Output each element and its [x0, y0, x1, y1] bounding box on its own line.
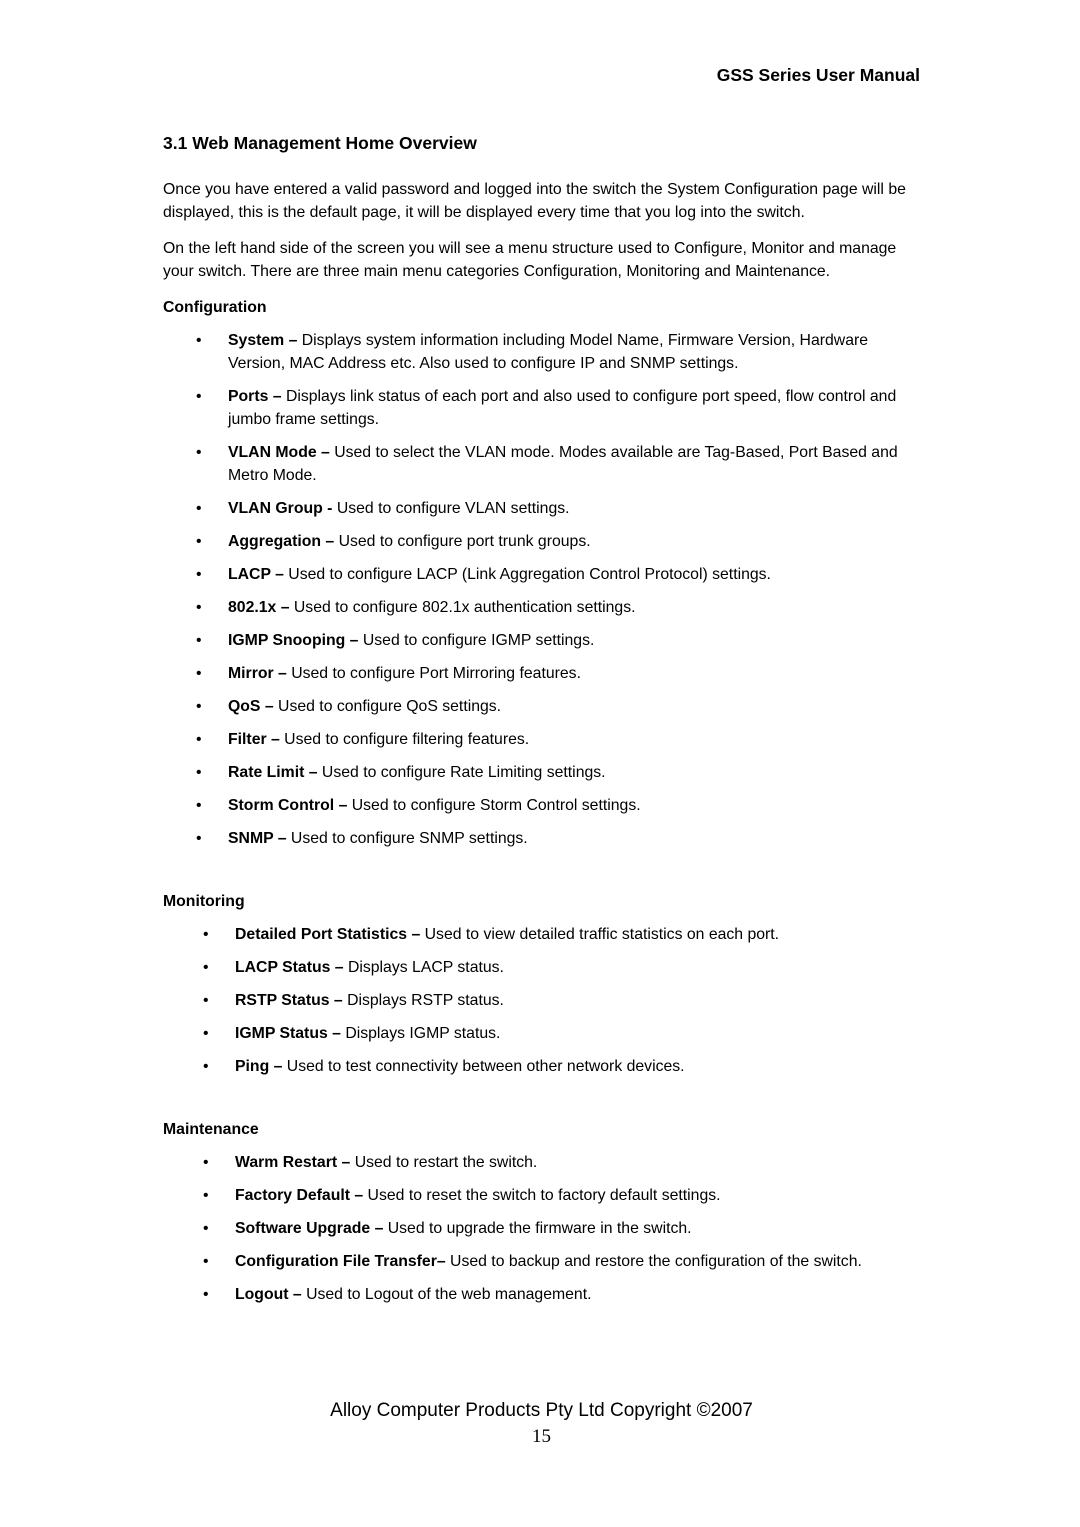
item-description: Used to view detailed traffic statistics on each port. — [420, 926, 780, 943]
item-description: Used to upgrade the firmware in the switch. — [383, 1220, 692, 1237]
item-term: Detailed Port Statistics – — [235, 926, 421, 943]
page-header — [163, 62, 920, 88]
item-description: Used to configure Rate Limiting settings. — [317, 764, 606, 781]
menu-structure-paragraph: On the left hand side of the screen you will see a menu structure used to Configure, Monitor and manage your switch. There are three main menu categories Configuration, Monitoring and Maintenance. — [163, 240, 897, 280]
list-item — [163, 530, 920, 553]
item-term: Configuration File Transfer– — [235, 1253, 446, 1270]
list-item — [163, 441, 920, 487]
page-content — [163, 62, 920, 1316]
copyright-text: Alloy Computer Products Pty Ltd Copyright ©2007 — [330, 1400, 753, 1421]
sections-container — [163, 296, 920, 1306]
item-term: Aggregation – — [228, 533, 335, 550]
item-term: Storm Control – — [228, 797, 348, 814]
item-term: Ping – — [235, 1058, 283, 1075]
list-item — [163, 1217, 920, 1240]
list-item — [163, 596, 920, 619]
item-term: Ports – — [228, 388, 282, 405]
list-item — [163, 629, 920, 652]
list-item — [163, 1250, 920, 1273]
page-footer — [163, 1398, 920, 1450]
subsection-heading-monitoring: Monitoring — [163, 893, 245, 910]
bullet-list-configuration — [163, 329, 920, 850]
list-item — [163, 497, 920, 520]
item-description: Displays IGMP status. — [340, 1025, 501, 1042]
list-item — [163, 794, 920, 817]
item-description: Used to configure Storm Control settings. — [347, 797, 641, 814]
item-term: VLAN Mode – — [228, 444, 330, 461]
item-term: QoS – — [228, 698, 274, 715]
list-item — [163, 695, 920, 718]
list-item — [163, 329, 920, 375]
page-number: 15 — [532, 1426, 551, 1447]
section-heading: 3.1 Web Management Home Overview — [163, 133, 477, 153]
item-description: Used to test connectivity between other network devices. — [282, 1058, 685, 1075]
item-term: System – — [228, 332, 298, 349]
list-item — [163, 1184, 920, 1207]
item-description: Displays system information including Model Name, Firmware Version, Hardware Version, MAC Address etc. Also used to configure IP and SNMP settings. — [228, 332, 869, 372]
item-term: SNMP – — [228, 830, 287, 847]
item-term: IGMP Status – — [235, 1025, 341, 1042]
list-item — [163, 923, 920, 946]
list-item — [163, 563, 920, 586]
item-description: Used to configure VLAN settings. — [332, 500, 570, 517]
list-item — [163, 385, 920, 431]
item-description: Used to configure IGMP settings. — [358, 632, 595, 649]
item-term: Rate Limit – — [228, 764, 318, 781]
item-description: Used to backup and restore the configuration of the switch. — [445, 1253, 862, 1270]
list-item — [163, 1055, 920, 1078]
item-term: Logout – — [235, 1286, 302, 1303]
list-item — [163, 1283, 920, 1306]
item-description: Used to restart the switch. — [350, 1154, 538, 1171]
list-item — [163, 989, 920, 1012]
item-description: Used to configure QoS settings. — [273, 698, 502, 715]
list-item — [163, 728, 920, 751]
item-description: Displays link status of each port and also used to configure port speed, flow control and jumbo frame settings. — [228, 388, 897, 428]
manual-title: GSS Series User Manual — [716, 65, 920, 85]
item-term: Software Upgrade – — [235, 1220, 384, 1237]
item-term: Filter – — [228, 731, 280, 748]
item-description: Used to configure port trunk groups. — [334, 533, 591, 550]
item-term: LACP Status – — [235, 959, 344, 976]
item-term: IGMP Snooping – — [228, 632, 359, 649]
item-description: Used to reset the switch to factory default settings. — [363, 1187, 721, 1204]
item-description: Used to configure Port Mirroring features. — [286, 665, 581, 682]
item-term: Mirror – — [228, 665, 287, 682]
list-item — [163, 1151, 920, 1174]
item-term: 802.1x – — [228, 599, 290, 616]
item-description: Used to configure 802.1x authentication settings. — [289, 599, 636, 616]
item-term: LACP – — [228, 566, 284, 583]
subsection-heading-maintenance: Maintenance — [163, 1121, 259, 1138]
bullet-list-monitoring — [163, 923, 920, 1078]
item-description: Displays RSTP status. — [342, 992, 504, 1009]
list-item — [163, 662, 920, 685]
item-description: Used to select the VLAN mode. Modes available are Tag-Based, Port Based and Metro Mode. — [228, 444, 898, 484]
list-item — [163, 1022, 920, 1045]
list-item — [163, 956, 920, 979]
item-description: Used to configure SNMP settings. — [286, 830, 528, 847]
item-description: Displays LACP status. — [343, 959, 504, 976]
list-item — [163, 761, 920, 784]
item-description: Used to configure filtering features. — [279, 731, 530, 748]
list-item — [163, 827, 920, 850]
item-description: Used to configure LACP (Link Aggregation Control Protocol) settings. — [283, 566, 771, 583]
item-term: Factory Default – — [235, 1187, 364, 1204]
item-term: VLAN Group - — [228, 500, 333, 517]
item-term: Warm Restart – — [235, 1154, 351, 1171]
item-term: RSTP Status – — [235, 992, 343, 1009]
intro-paragraph: Once you have entered a valid password and logged into the switch the System Configuration page will be displayed, this is the default page, it will be displayed every time that you log into the switch. — [163, 181, 906, 221]
subsection-heading-configuration: Configuration — [163, 299, 267, 316]
bullet-list-maintenance — [163, 1151, 920, 1306]
item-description: Used to Logout of the web management. — [301, 1286, 592, 1303]
